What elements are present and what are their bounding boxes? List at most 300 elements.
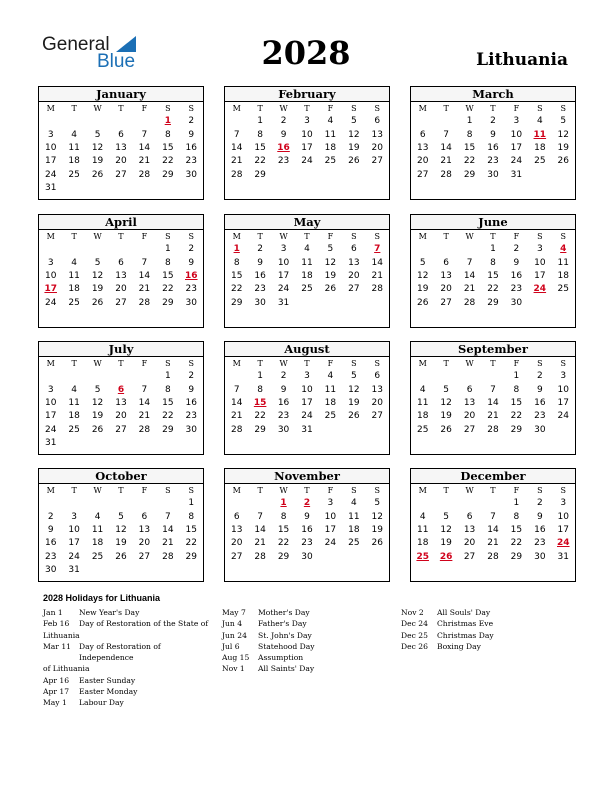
day-cell: 15: [162, 397, 174, 408]
month-title: February: [225, 87, 389, 102]
holiday-entry: [222, 607, 392, 618]
day-cell: 26: [371, 538, 383, 549]
day-cell: 17: [277, 270, 290, 281]
day-cell: 29: [277, 551, 290, 562]
holiday-name: Christmas Day: [437, 630, 494, 640]
day-cell: 17: [68, 538, 80, 549]
day-cell: 10: [324, 511, 337, 522]
day-cell: 31: [301, 424, 313, 435]
holiday-date: Mar 11: [43, 641, 72, 651]
holiday-name: Mother's Day: [258, 608, 310, 617]
day-cell: 26: [440, 424, 452, 435]
day-cell: 1: [257, 371, 263, 382]
day-cell: 5: [118, 511, 124, 522]
day-cell: 6: [118, 129, 124, 140]
empty-cell: [156, 497, 179, 510]
day-cell: 10: [301, 384, 313, 395]
day-cell: 2: [280, 371, 287, 382]
day-cell: 30: [277, 424, 290, 435]
holiday-name: All Souls' Day: [437, 608, 491, 617]
day-cell: 9: [490, 129, 496, 140]
holiday-name: Day of Restoration of Independence: [79, 641, 161, 663]
day-cell: 21: [487, 411, 499, 422]
day-cell: 28: [440, 169, 452, 180]
day-cell: 7: [466, 257, 473, 268]
month-june: [410, 214, 576, 328]
month-february: [224, 86, 390, 200]
day-cell: 8: [188, 511, 195, 522]
empty-cell: [62, 182, 85, 195]
day-cell: 28: [254, 551, 266, 562]
day-cell: 15: [510, 397, 523, 408]
empty-cell: [411, 497, 434, 510]
holiday-date: Jun 4: [222, 619, 243, 629]
month-january: [38, 86, 204, 200]
day-cell: 17: [557, 397, 569, 408]
day-cell: 10: [557, 384, 569, 395]
day-cell: 25: [534, 156, 546, 167]
day-cell: 28: [138, 169, 151, 180]
holiday-date: Nov 2: [401, 608, 424, 617]
day-cell: 26: [416, 297, 429, 308]
day-cell: 25: [416, 424, 429, 435]
day-cell: 23: [510, 284, 523, 295]
weekday-label: F: [327, 359, 334, 368]
day-cell: 14: [230, 397, 243, 408]
day-cell: 6: [374, 116, 381, 127]
day-cell: 25: [68, 169, 80, 180]
empty-cell: [272, 169, 295, 182]
holiday-entry: [401, 641, 571, 652]
weekday-label: S: [165, 359, 171, 368]
weekday-label: M: [46, 232, 55, 241]
day-cell: 9: [513, 257, 520, 268]
day-cell: 26: [324, 284, 337, 295]
day-cell: 11: [557, 257, 569, 268]
empty-cell: [481, 370, 504, 383]
weekday-label: T: [257, 359, 263, 368]
day-cell: 12: [416, 270, 429, 281]
holiday-entry: [43, 675, 213, 686]
day-cell: 19: [91, 156, 104, 167]
day-cell: 23: [277, 156, 290, 167]
empty-cell: [342, 297, 365, 310]
day-cell: 16: [510, 270, 523, 281]
weekday-label: F: [513, 359, 520, 368]
day-cell: 10: [44, 397, 57, 408]
day-cell: 20: [115, 411, 127, 422]
weekday-label: S: [351, 232, 357, 241]
day-cell: 29: [510, 551, 523, 562]
day-cell: 12: [91, 397, 104, 408]
day-cell: 23: [185, 284, 197, 295]
day-cell: 16: [254, 270, 266, 281]
day-cell: 24: [44, 169, 57, 180]
day-cell: 9: [280, 129, 287, 140]
day-cell: 19: [557, 142, 569, 153]
day-cell: 4: [419, 384, 426, 395]
weekday-label: T: [304, 104, 310, 113]
day-cell: 16: [185, 397, 197, 408]
day-cell: 16: [44, 538, 57, 549]
empty-cell: [39, 370, 62, 383]
day-cell: 1: [164, 371, 171, 382]
empty-cell: [295, 169, 318, 182]
day-cell: 22: [230, 284, 243, 295]
empty-cell: [86, 182, 109, 195]
day-cell: 18: [68, 284, 80, 295]
empty-cell: [434, 497, 457, 510]
day-cell: 20: [230, 538, 243, 549]
day-cell: 22: [162, 411, 174, 422]
day-cell: 28: [371, 284, 383, 295]
day-cell: 28: [230, 169, 243, 180]
empty-cell: [109, 243, 132, 256]
country-name: Lithuania: [476, 50, 568, 70]
day-cell: 24: [44, 424, 57, 435]
day-cell: 9: [188, 257, 195, 268]
day-cell: 21: [162, 538, 174, 549]
day-cell: 15: [162, 142, 174, 153]
day-cell: 22: [254, 411, 266, 422]
empty-cell: [62, 370, 85, 383]
weekday-label: T: [118, 359, 124, 368]
day-cell: 30: [185, 169, 197, 180]
day-cell: 1: [513, 371, 520, 382]
day-cell: 13: [115, 270, 127, 281]
empty-cell: [225, 115, 248, 128]
month-october: [38, 468, 204, 582]
day-cell: 4: [71, 257, 77, 268]
weekday-label: S: [165, 232, 171, 241]
weekday-label: T: [257, 104, 263, 113]
empty-cell: [434, 370, 457, 383]
empty-cell: [62, 437, 85, 450]
day-cell: 8: [164, 384, 171, 395]
month-title: January: [39, 87, 203, 102]
empty-cell: [366, 297, 389, 310]
day-cell: 2: [47, 511, 54, 522]
weekday-label: S: [537, 486, 543, 495]
holiday-entry: [43, 697, 213, 708]
day-cell: 28: [487, 424, 499, 435]
day-cell: 31: [68, 565, 80, 576]
day-cell: 12: [115, 524, 127, 535]
holiday-day-cell: 15: [253, 397, 267, 408]
day-cell: 20: [440, 284, 452, 295]
day-cell: 29: [162, 424, 174, 435]
day-cell: 20: [416, 156, 429, 167]
logo-general-text: General: [42, 34, 110, 55]
holiday-day-cell: 4: [560, 244, 567, 255]
day-cell: 7: [490, 511, 496, 522]
day-cell: 21: [371, 270, 383, 281]
day-cell: 30: [254, 297, 266, 308]
month-title: July: [39, 342, 203, 357]
day-cell: 20: [115, 156, 127, 167]
day-cell: 7: [141, 384, 148, 395]
day-cell: 8: [164, 257, 171, 268]
day-cell: 12: [371, 511, 383, 522]
weekday-label: T: [304, 486, 310, 495]
holiday-entry: [43, 686, 213, 697]
day-cell: 23: [301, 538, 313, 549]
day-cell: 18: [534, 142, 546, 153]
day-cell: 3: [513, 116, 520, 127]
weekday-label: F: [141, 104, 148, 113]
holiday-entry: [43, 641, 213, 664]
empty-cell: [109, 497, 132, 510]
holiday-column: [222, 607, 392, 675]
month-title: December: [411, 469, 575, 484]
empty-cell: [319, 424, 342, 437]
day-cell: 25: [301, 284, 313, 295]
weekday-label: S: [560, 359, 566, 368]
month-november: [224, 468, 390, 582]
day-cell: 6: [374, 371, 381, 382]
day-cell: 11: [68, 142, 80, 153]
day-cell: 25: [324, 411, 337, 422]
empty-cell: [86, 115, 109, 128]
holiday-entry: [222, 630, 392, 641]
weekday-label: M: [418, 104, 427, 113]
weekday-label: T: [490, 232, 496, 241]
day-cell: 27: [115, 297, 127, 308]
holiday-date: Nov 1: [222, 664, 245, 674]
empty-cell: [109, 370, 132, 383]
day-cell: 17: [557, 524, 569, 535]
day-cell: 25: [557, 284, 569, 295]
holiday-day-cell: 24: [557, 538, 570, 549]
empty-cell: [458, 497, 481, 510]
day-cell: 24: [277, 284, 290, 295]
weekday-label: S: [374, 232, 380, 241]
day-cell: 24: [68, 551, 80, 562]
day-cell: 4: [327, 116, 334, 127]
weekday-label: F: [513, 486, 520, 495]
weekday-label: T: [490, 359, 496, 368]
day-cell: 17: [44, 411, 57, 422]
weekday-label: T: [443, 232, 449, 241]
day-cell: 18: [68, 411, 80, 422]
holiday-name: Easter Sunday: [79, 675, 136, 685]
day-cell: 27: [115, 169, 127, 180]
day-cell: 18: [91, 538, 104, 549]
weekday-label: F: [327, 232, 334, 241]
weekday-label: T: [490, 486, 496, 495]
day-cell: 7: [257, 511, 263, 522]
day-cell: 3: [327, 498, 334, 509]
day-cell: 12: [348, 384, 360, 395]
month-title: May: [225, 215, 389, 230]
month-april: [38, 214, 204, 328]
weekday-label: T: [490, 104, 496, 113]
day-cell: 20: [138, 538, 151, 549]
day-cell: 27: [138, 551, 151, 562]
holiday-name: New Year's Day: [79, 608, 140, 617]
page-title-year: 2028: [261, 34, 351, 72]
holiday-entry: [401, 630, 571, 641]
empty-cell: [411, 243, 434, 256]
holiday-date: Jul 6: [222, 641, 240, 651]
empty-cell: [133, 243, 156, 256]
empty-cell: [86, 370, 109, 383]
day-cell: 9: [536, 384, 543, 395]
day-cell: 1: [466, 116, 473, 127]
day-cell: 10: [44, 142, 57, 153]
day-cell: 5: [94, 384, 101, 395]
day-cell: 22: [487, 284, 499, 295]
day-cell: 23: [185, 156, 197, 167]
day-cell: 12: [324, 257, 337, 268]
weekday-label: W: [465, 359, 474, 368]
empty-cell: [434, 115, 457, 128]
day-cell: 17: [510, 142, 523, 153]
day-cell: 25: [91, 551, 104, 562]
day-cell: 17: [301, 142, 313, 153]
day-cell: 6: [466, 384, 473, 395]
day-cell: 22: [185, 538, 197, 549]
holiday-day-cell: 24: [533, 284, 547, 295]
day-cell: 23: [44, 551, 57, 562]
day-cell: 2: [257, 244, 263, 255]
day-cell: 15: [510, 524, 523, 535]
day-cell: 29: [254, 169, 266, 180]
holiday-date: Dec 24: [401, 619, 428, 629]
empty-cell: [133, 115, 156, 128]
weekday-label: S: [560, 104, 566, 113]
weekday-label: T: [443, 359, 449, 368]
weekday-label: S: [188, 359, 194, 368]
empty-cell: [528, 297, 551, 310]
empty-cell: [295, 297, 318, 310]
weekday-label: W: [279, 232, 288, 241]
day-cell: 21: [138, 411, 151, 422]
day-cell: 21: [138, 284, 151, 295]
empty-cell: [366, 169, 389, 182]
holiday-date: May 1: [43, 698, 67, 708]
day-cell: 9: [304, 511, 310, 522]
weekday-label: M: [232, 104, 241, 113]
day-cell: 4: [71, 384, 77, 395]
holiday-name: Easter Monday: [79, 687, 138, 697]
empty-cell: [411, 370, 434, 383]
weekday-label: F: [141, 232, 148, 241]
day-cell: 7: [490, 384, 496, 395]
holiday-date: Apr 17: [43, 687, 70, 697]
day-cell: 16: [277, 397, 290, 408]
day-cell: 11: [348, 511, 360, 522]
holiday-date: May 7: [222, 608, 246, 617]
holiday-entry: [222, 652, 392, 663]
day-cell: 7: [141, 129, 148, 140]
day-cell: 8: [490, 257, 496, 268]
day-cell: 13: [463, 397, 476, 408]
weekday-label: S: [351, 104, 357, 113]
day-cell: 18: [68, 156, 80, 167]
empty-cell: [39, 497, 62, 510]
day-cell: 13: [371, 129, 383, 140]
day-cell: 21: [254, 538, 266, 549]
holiday-date: Feb 16: [43, 619, 70, 629]
day-cell: 29: [230, 297, 243, 308]
weekday-label: T: [304, 232, 310, 241]
day-cell: 7: [233, 129, 240, 140]
day-cell: 18: [416, 411, 429, 422]
day-cell: 24: [301, 411, 313, 422]
month-may: [224, 214, 390, 328]
day-cell: 14: [487, 397, 499, 408]
weekday-label: T: [443, 486, 449, 495]
month-march: [410, 86, 576, 200]
day-cell: 10: [277, 257, 290, 268]
empty-cell: [248, 497, 271, 510]
day-cell: 23: [534, 411, 546, 422]
day-cell: 13: [440, 270, 452, 281]
holiday-day-cell: 7: [374, 244, 381, 255]
day-cell: 31: [557, 551, 569, 562]
holiday-day-cell: 2: [303, 498, 311, 509]
weekday-label: F: [513, 104, 520, 113]
day-cell: 13: [138, 524, 151, 535]
day-cell: 22: [162, 156, 174, 167]
day-cell: 12: [440, 397, 452, 408]
weekday-label: T: [304, 359, 310, 368]
empty-cell: [62, 497, 85, 510]
day-cell: 19: [348, 397, 360, 408]
holiday-entry: [43, 663, 213, 674]
day-cell: 22: [510, 411, 523, 422]
day-cell: 11: [416, 397, 429, 408]
holiday-day-cell: 1: [280, 498, 287, 509]
day-cell: 16: [301, 524, 313, 535]
empty-cell: [528, 169, 551, 182]
holiday-name: Lithuania: [43, 630, 80, 640]
day-cell: 10: [68, 524, 80, 535]
holiday-day-cell: 25: [416, 551, 429, 562]
logo-blue-text: Blue: [97, 51, 136, 72]
holiday-name: All Saints' Day: [258, 664, 315, 674]
day-cell: 16: [185, 142, 197, 153]
day-cell: 25: [348, 538, 360, 549]
day-cell: 30: [534, 424, 546, 435]
day-cell: 11: [68, 270, 80, 281]
day-cell: 29: [254, 424, 266, 435]
weekday-label: W: [279, 359, 288, 368]
day-cell: 26: [91, 169, 104, 180]
day-cell: 15: [487, 270, 499, 281]
day-cell: 12: [91, 270, 104, 281]
holiday-entry: [401, 607, 571, 618]
empty-cell: [552, 297, 575, 310]
day-cell: 14: [162, 524, 174, 535]
holiday-date: Jan 1: [43, 608, 63, 617]
day-cell: 10: [301, 129, 313, 140]
day-cell: 13: [463, 524, 476, 535]
day-cell: 27: [463, 551, 476, 562]
day-cell: 21: [463, 284, 476, 295]
empty-cell: [342, 551, 365, 564]
day-cell: 30: [185, 424, 197, 435]
day-cell: 26: [348, 156, 360, 167]
day-cell: 3: [304, 371, 310, 382]
holiday-day-cell: 26: [439, 551, 453, 562]
empty-cell: [319, 297, 342, 310]
empty-cell: [133, 564, 156, 577]
empty-cell: [319, 169, 342, 182]
day-cell: 8: [257, 384, 263, 395]
day-cell: 17: [44, 156, 57, 167]
